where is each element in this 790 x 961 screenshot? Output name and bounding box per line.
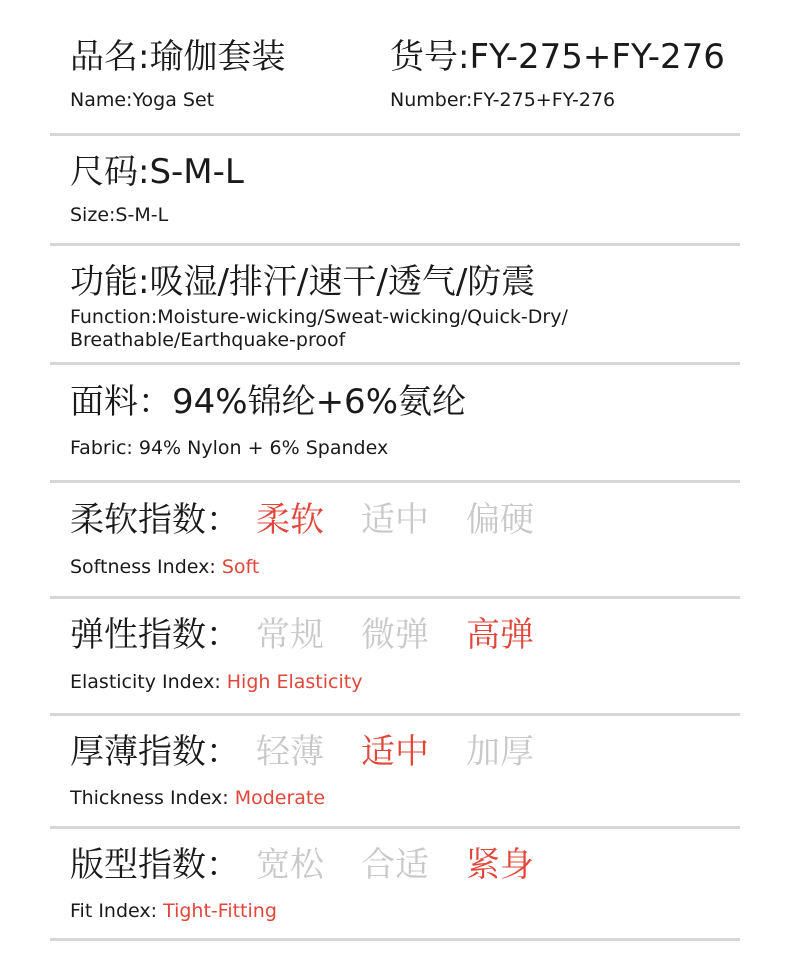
fit-option: 合适: [361, 845, 429, 885]
function-en-line1: Function:Moisture-wicking/Sweat-wicking/Quick-Dry/: [70, 306, 568, 328]
elasticity-en: [70, 670, 362, 694]
elasticity-label-en: Elasticity Index:: [70, 671, 227, 693]
thickness-option: 轻薄: [256, 732, 324, 772]
function-zh: 功能:吸湿/排汗/速干/透气/防震: [70, 262, 536, 302]
elasticity-label-zh: 弹性指数：: [70, 615, 240, 655]
thickness-option: 适中: [361, 732, 429, 772]
product-number-en: Number:FY-275+FY-276: [390, 89, 616, 111]
function-en-line2: Breathable/Earthquake-proof: [70, 329, 346, 351]
fabric-zh: 面料：94%锦纶+6%氨纶: [70, 382, 466, 422]
fit-value-en: Tight-Fitting: [163, 900, 277, 922]
elasticity-option: 微弹: [361, 615, 429, 655]
fit-label-en: Fit Index:: [70, 900, 164, 922]
elasticity-option: 常规: [256, 615, 324, 655]
divider: [50, 243, 740, 246]
thickness-label-zh: 厚薄指数：: [70, 732, 240, 772]
divider: [50, 938, 740, 941]
divider: [50, 713, 740, 716]
elasticity-value-en: High Elasticity: [226, 671, 363, 693]
softness-option: 偏硬: [466, 500, 534, 540]
thickness-label-en: Thickness Index:: [70, 787, 235, 809]
softness-label-en: Softness Index:: [70, 556, 222, 578]
thickness-value-en: Moderate: [234, 787, 326, 809]
softness-en: [70, 555, 259, 579]
size-zh: 尺码:S-M-L: [70, 152, 244, 192]
softness-option: 适中: [361, 500, 429, 540]
softness-value-en: Soft: [221, 556, 260, 578]
divider: [50, 133, 740, 136]
softness-label-zh: 柔软指数：: [70, 500, 240, 540]
fit-label-zh: 版型指数：: [70, 845, 240, 885]
fit-en: [70, 899, 277, 923]
product-name-en: Name:Yoga Set: [70, 89, 215, 111]
divider: [50, 826, 740, 829]
product-name-zh: 品名:瑜伽套装: [70, 37, 286, 77]
product-number-zh: 货号:FY-275+FY-276: [390, 37, 725, 77]
fabric-en: Fabric: 94% Nylon + 6% Spandex: [70, 437, 389, 459]
divider: [50, 480, 740, 483]
elasticity-option: 高弹: [466, 615, 534, 655]
softness-option: 柔软: [256, 500, 324, 540]
size-en: Size:S-M-L: [70, 204, 169, 226]
fit-option: 宽松: [256, 845, 324, 885]
divider: [50, 362, 740, 365]
fit-option: 紧身: [466, 845, 534, 885]
divider: [50, 596, 740, 599]
thickness-en: [70, 786, 325, 810]
thickness-option: 加厚: [466, 732, 534, 772]
